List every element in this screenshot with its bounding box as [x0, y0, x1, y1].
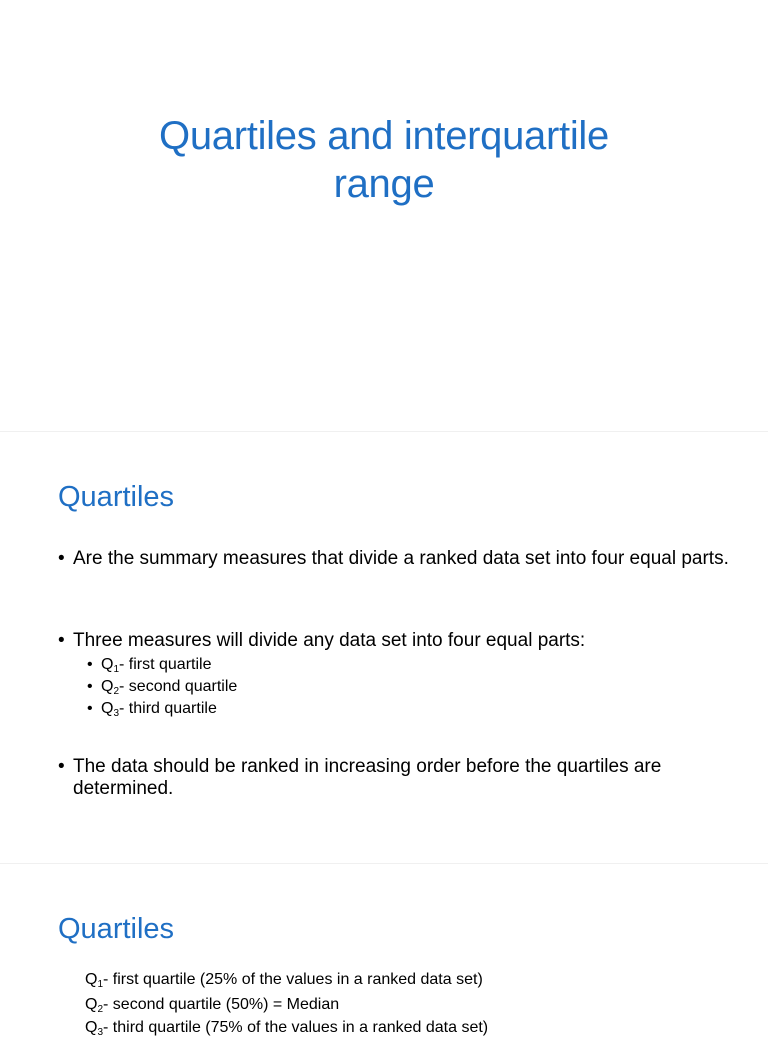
sub-bullet-dot: •	[87, 700, 93, 717]
q-letter: Q	[85, 971, 98, 988]
title-line-2: range	[333, 162, 435, 206]
title-line-1: Quartiles and interquartile	[159, 114, 609, 158]
bullet-text: Are the summary measures that divide a ranked data set into four equal parts.	[73, 548, 729, 569]
subitem-q2	[87, 677, 237, 697]
quartile-line-q3	[85, 1018, 488, 1038]
section-heading: Quartiles	[58, 481, 175, 513]
line-text: - first quartile (25% of the values in a ranked data set)	[103, 971, 483, 988]
line-text: - second quartile (50%) = Median	[103, 996, 340, 1013]
bullet-dot: •	[58, 756, 65, 777]
q-letter: Q	[85, 1019, 98, 1036]
bullet-ranked-order	[58, 756, 738, 800]
bullet-summary-measures	[58, 548, 738, 570]
q-index: 2	[113, 686, 120, 697]
subitem-q1	[87, 655, 211, 675]
q-index: 2	[97, 1004, 104, 1015]
subitem-text: - second quartile	[119, 678, 238, 695]
q-letter: Q	[101, 656, 114, 673]
bullet-three-measures	[58, 630, 738, 652]
q-index: 3	[97, 1027, 104, 1038]
q-letter: Q	[101, 700, 114, 717]
q-index: 1	[97, 979, 104, 990]
bullet-dot: •	[58, 548, 65, 569]
slide-title-heading	[60, 112, 708, 208]
bullet-text: The data should be ranked in increasing order before the quartiles are determined.	[73, 756, 662, 799]
bullet-dot: •	[58, 630, 65, 651]
quartile-line-q2	[85, 995, 339, 1015]
subitem-text: - third quartile	[119, 700, 217, 717]
line-text: - third quartile (75% of the values in a ranked data set)	[103, 1019, 489, 1036]
q-index: 1	[113, 664, 120, 675]
bullet-text: Three measures will divide any data set into four equal parts:	[73, 630, 586, 651]
q-letter: Q	[101, 678, 114, 695]
sub-bullet-dot: •	[87, 678, 93, 695]
slide-quartiles-percentages	[0, 864, 768, 1038]
quartile-line-q1	[85, 970, 483, 990]
subitem-q3	[87, 699, 217, 719]
q-letter: Q	[85, 996, 98, 1013]
slide-title	[0, 0, 768, 430]
subitem-text: - first quartile	[119, 656, 212, 673]
slide-quartiles-definition	[0, 432, 768, 862]
sub-bullet-dot: •	[87, 656, 93, 673]
section-heading: Quartiles	[58, 913, 175, 945]
q-index: 3	[113, 708, 120, 719]
